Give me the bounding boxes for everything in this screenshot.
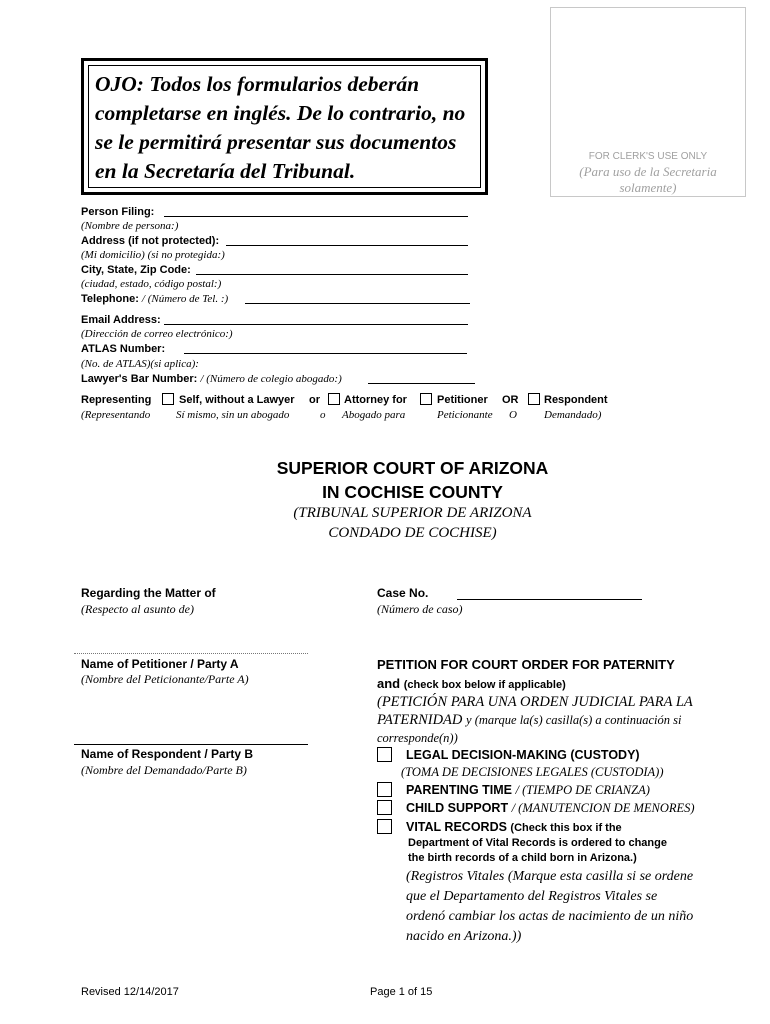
atlas-sp: (No. de ATLAS)(si aplica): [81, 358, 199, 370]
clerk-sp-line: (Para uso de la Secretaria [579, 164, 717, 179]
petition-sp-line: PATERNIDAD [377, 712, 463, 728]
telephone-label [81, 292, 228, 306]
petitioner-sp: Peticionante [437, 409, 493, 421]
address-sp: (Mi domicilio) (si no protegida:) [81, 249, 225, 261]
petitioner-label: Name of Petitioner / Party A [81, 657, 239, 671]
matter-label: Regarding the Matter of [81, 586, 216, 600]
petitioner-sp: (Nombre del Peticionante/Parte A) [81, 672, 249, 686]
warning-line: en la Secretaría del Tribunal. [95, 159, 356, 183]
court-sp-line: CONDADO DE COCHISE) [328, 525, 497, 541]
respondent-label: Name of Respondent / Party B [81, 747, 254, 761]
address-field[interactable] [226, 245, 468, 246]
legal-decision-label: LEGAL DECISION-MAKING (CUSTODY) [406, 748, 640, 762]
vital-records-note: the birth records of a child born in Arizona.) [408, 852, 637, 864]
vital-records-checkbox[interactable] [377, 819, 392, 834]
bar-field[interactable] [368, 383, 475, 384]
or-sp: o [320, 409, 326, 421]
court-heading [200, 456, 625, 504]
parenting-time-text: PARENTING TIME [406, 783, 513, 797]
email-label: Email Address: [81, 314, 161, 326]
city-field[interactable] [196, 274, 468, 275]
petition-check-note: (check box below if applicable) [403, 679, 566, 691]
matter-sp: (Respecto al asunto de) [81, 602, 194, 616]
city-label: City, State, Zip Code: [81, 264, 191, 276]
attorney-checkbox[interactable] [328, 393, 340, 405]
or-sp: O [509, 409, 517, 421]
petition-sp-line: (PETICIÓN PARA UNA ORDEN JUDICIAL PARA LA [377, 694, 693, 710]
atlas-label: ATLAS Number: [81, 343, 166, 355]
clerk-use-box [550, 7, 746, 197]
self-checkbox[interactable] [162, 393, 174, 405]
court-line: IN COCHISE COUNTY [322, 482, 503, 502]
parenting-time-sp: / (TIEMPO DE CRIANZA) [515, 783, 650, 797]
child-support-text: CHILD SUPPORT [406, 801, 509, 815]
person-filing-label: Person Filing: [81, 206, 155, 218]
petition-sp-line: corresponde(n)) [377, 731, 458, 745]
case-sp: (Número de caso) [377, 602, 463, 616]
person-filing-sp: (Nombre de persona:) [81, 220, 179, 232]
atlas-field[interactable] [184, 353, 467, 354]
telephone-field[interactable] [245, 303, 470, 304]
court-heading-sp [200, 503, 625, 543]
telephone-label-text: Telephone: [81, 293, 139, 305]
court-sp-line: (TRIBUNAL SUPERIOR DE ARIZONA [293, 505, 532, 521]
vital-records-sp-line: nacido en Arizona.)) [406, 929, 522, 944]
petition-and-line [377, 676, 566, 691]
attorney-label: Attorney for [344, 394, 407, 406]
warning-line: se le permitirá presentar sus documentos [95, 130, 457, 154]
respondent-checkbox[interactable] [528, 393, 540, 405]
petition-sp [377, 693, 693, 747]
clerk-label: FOR CLERK'S USE ONLY [588, 151, 708, 162]
bar-sp: / (Número de colegio abogado:) [200, 373, 342, 385]
vital-records-note-block [408, 836, 667, 866]
person-filing-field[interactable] [164, 216, 468, 217]
respondent-label: Respondent [544, 394, 608, 406]
respondent-sp: (Nombre del Demandado/Parte B) [81, 763, 247, 777]
child-support-checkbox[interactable] [377, 800, 392, 815]
petitioner-label: Petitioner [437, 394, 488, 406]
case-number-field[interactable] [457, 599, 642, 600]
bar-label [81, 372, 342, 386]
email-sp: (Dirección de correo electrónico:) [81, 328, 233, 340]
or-label: OR [502, 394, 519, 406]
petitioner-checkbox[interactable] [420, 393, 432, 405]
petitioner-name-field[interactable] [74, 653, 308, 654]
child-support-sp: / (MANUTENCION DE MENORES) [511, 801, 695, 815]
vital-records-sp-line: ordenó cambiar los actas de nacimiento de un niño [406, 909, 694, 924]
parenting-time-checkbox[interactable] [377, 782, 392, 797]
legal-decision-checkbox[interactable] [377, 747, 392, 762]
page-number: Page 1 of 15 [370, 986, 433, 998]
attorney-sp: Abogado para [342, 409, 406, 421]
petition-and: and [377, 676, 401, 691]
vital-records-label [406, 820, 622, 834]
warning-line: OJO: Todos los formularios deberán [95, 72, 420, 96]
address-label: Address (if not protected): [81, 235, 220, 247]
petition-title: PETITION FOR COURT ORDER FOR PATERNITY [377, 657, 675, 672]
or-label: or [309, 394, 320, 406]
warning-box [81, 58, 488, 195]
case-label: Case No. [377, 586, 429, 600]
vital-records-note: (Check this box if the [510, 822, 622, 834]
vital-records-sp-line: (Registros Vitales (Marque esta casilla si se ordene [406, 869, 694, 884]
clerk-label-spanish [551, 164, 745, 196]
legal-decision-sp: (TOMA DE DECISIONES LEGALES (CUSTODIA)) [401, 765, 664, 779]
city-sp: (ciudad, estado, código postal:) [81, 278, 222, 290]
vital-records-text: VITAL RECORDS [406, 820, 507, 834]
revised-date: Revised 12/14/2017 [81, 986, 179, 998]
email-field[interactable] [164, 324, 468, 325]
respondent-name-field[interactable] [74, 744, 308, 745]
telephone-sp: / (Número de Tel. :) [141, 293, 229, 305]
respondent-sp: Demandado) [544, 409, 602, 421]
bar-label-text: Lawyer's Bar Number: [81, 373, 198, 385]
vital-records-sp [406, 867, 693, 947]
representing-label: Representing [81, 394, 152, 406]
clerk-sp-line: solamente) [619, 180, 677, 195]
petition-sp-line: y (marque la(s) casilla(s) a continuación si [466, 713, 682, 727]
court-line: SUPERIOR COURT OF ARIZONA [276, 458, 549, 478]
warning-line: completarse en inglés. De lo contrario, no [95, 101, 466, 125]
child-support-label [406, 801, 695, 816]
vital-records-note: Department of Vital Records is ordered to change [408, 837, 667, 849]
parenting-time-label [406, 783, 650, 798]
self-label: Self, without a Lawyer [179, 394, 295, 406]
self-sp: Sí mismo, sin un abogado [176, 409, 290, 421]
vital-records-sp-line: que el Departamento del Registros Vitales se [406, 889, 658, 904]
representing-sp: (Representando [81, 409, 151, 421]
